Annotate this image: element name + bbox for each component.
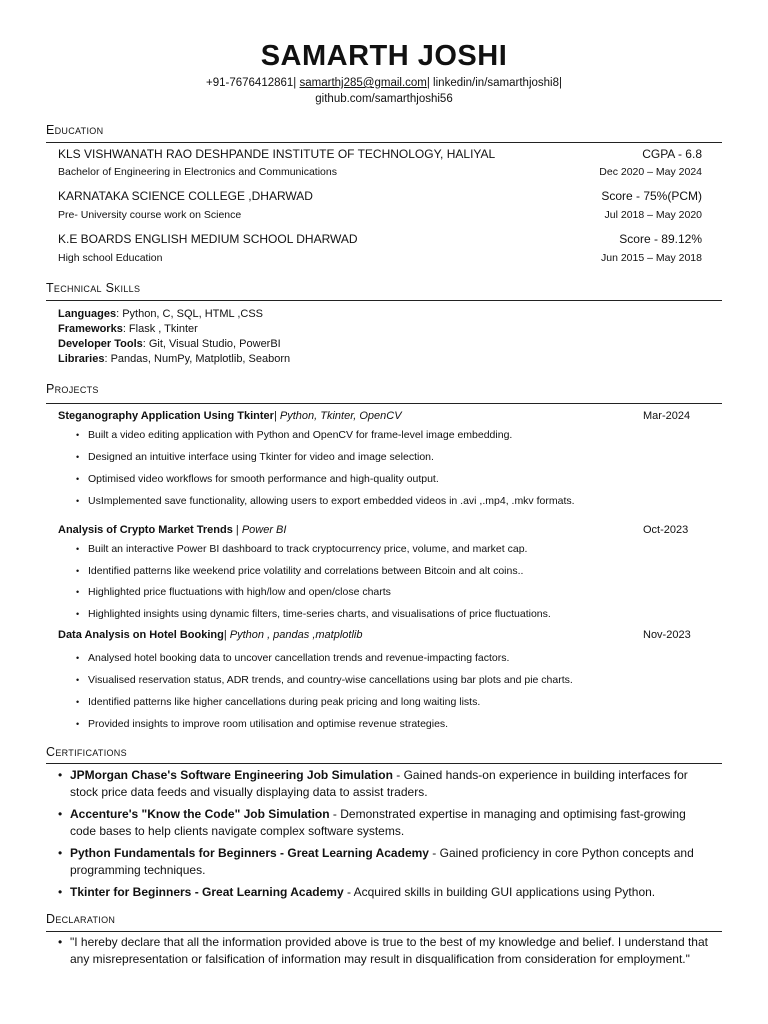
project-date: Nov-2023 xyxy=(643,629,691,641)
certification-desc: - Acquired skills in building GUI applications using Python. xyxy=(343,885,656,899)
skill-row xyxy=(58,353,290,365)
project-separator: | xyxy=(223,629,230,641)
email-link[interactable]: samarthj285@gmail.com xyxy=(299,77,427,89)
project-bullet xyxy=(76,696,480,708)
bullet-text: Provided insights to improve room utilisation and optimise revenue strategies. xyxy=(88,718,449,730)
project-date: Oct-2023 xyxy=(643,524,689,536)
section-divider xyxy=(46,300,722,301)
certification-name: Python Fundamentals for Beginners - Great Learning Academy xyxy=(70,846,429,860)
bullet-dot: • xyxy=(76,675,80,685)
school-name: KLS VISHWANATH RAO DESHPANDE INSTITUTE OF TECHNOLOGY, HALIYAL xyxy=(58,147,496,161)
bullet-dot: • xyxy=(76,587,80,597)
school-degree: High school Education xyxy=(58,252,163,264)
skill-value: : Git, Visual Studio, PowerBI xyxy=(142,338,281,350)
school-name: K.E BOARDS ENGLISH MEDIUM SCHOOL DHARWAD xyxy=(58,232,358,246)
certification-item xyxy=(58,884,708,901)
bullet-dot: • xyxy=(76,566,80,576)
section-divider xyxy=(46,142,722,143)
certification-item xyxy=(58,806,708,840)
certification-name: Tkinter for Beginners - Great Learning Academy xyxy=(70,885,344,899)
skill-label: Languages xyxy=(58,308,117,320)
project-bullet xyxy=(76,565,523,577)
project-separator: | xyxy=(273,410,280,422)
bullet-text: UsImplemented save functionality, allowing users to export embedded videos in .avi ,.mp4, .mkv formats. xyxy=(88,495,575,507)
certification-item xyxy=(58,767,708,801)
bullet-dot: • xyxy=(76,452,80,462)
section-title-education: Education xyxy=(46,123,104,137)
project-bullet xyxy=(76,451,434,463)
candidate-name: SAMARTH JOSHI xyxy=(260,40,508,72)
bullet-dot: • xyxy=(76,719,80,729)
bullet-dot: • xyxy=(76,697,80,707)
section-divider xyxy=(46,763,722,764)
bullet-text: Optimised video workflows for smooth performance and high-quality output. xyxy=(88,473,439,485)
certification-desc: - Demonstrated expertise in managing and optimising fast-growing code bases to help clients navigate complex software systems. xyxy=(70,807,686,838)
school-score: Score - 75%(PCM) xyxy=(601,189,702,203)
skill-label: Frameworks xyxy=(58,323,123,335)
bullet-dot: • xyxy=(58,935,63,949)
project-bullet xyxy=(76,718,448,730)
bullet-dot: • xyxy=(76,653,80,663)
section-title-certifications: Certifications xyxy=(46,745,127,759)
project-bullet xyxy=(76,429,512,441)
skill-label: Libraries xyxy=(58,353,105,365)
linkedin-link[interactable]: | linkedin/in/samarthjoshi8| xyxy=(426,77,562,89)
section-title-declaration: Declaration xyxy=(46,912,116,926)
project-tech: Python, Tkinter, OpenCV xyxy=(279,410,402,422)
bullet-text: Highlighted price fluctuations with high/low and open/close charts xyxy=(88,586,391,598)
skill-value: : Pandas, NumPy, Matplotlib, Seaborn xyxy=(104,353,291,365)
phone-number: +91-7676412861| xyxy=(206,77,297,89)
project-header xyxy=(58,524,286,536)
bullet-text: Identified patterns like higher cancellations during peak pricing and long waiting lists. xyxy=(88,696,481,708)
section-divider xyxy=(46,403,722,404)
project-bullet xyxy=(76,608,551,620)
bullet-dot: • xyxy=(76,474,80,484)
project-bullet xyxy=(76,473,439,485)
school-degree: Bachelor of Engineering in Electronics and Communications xyxy=(58,166,337,178)
bullet-dot: • xyxy=(76,609,80,619)
section-divider xyxy=(46,931,722,932)
section-title-projects: Projects xyxy=(46,382,99,396)
project-date: Mar-2024 xyxy=(643,410,691,422)
github-link[interactable]: github.com/samarthjoshi56 xyxy=(315,93,453,105)
bullet-text: Highlighted insights using dynamic filters, time-series charts, and visualisations of price fluctuations. xyxy=(88,608,551,620)
project-tech: Python , pandas ,matplotlib xyxy=(229,629,363,641)
project-bullet xyxy=(76,652,509,664)
school-name: KARNATAKA SCIENCE COLLEGE ,DHARWAD xyxy=(58,189,313,203)
school-dates: Dec 2020 – May 2024 xyxy=(599,166,702,178)
bullet-text: Identified patterns like weekend price volatility and correlations between Bitcoin and alt coins.. xyxy=(88,565,524,577)
project-separator: | xyxy=(232,524,242,536)
declaration-item xyxy=(58,934,708,968)
bullet-text: Analysed hotel booking data to uncover cancellation trends and revenue-impacting factors. xyxy=(88,652,510,664)
bullet-dot: • xyxy=(76,496,80,506)
certification-desc: - Gained hands-on experience in building interfaces for stock price data feeds and visually displaying data to assist traders. xyxy=(70,768,688,799)
skill-row xyxy=(58,308,263,320)
bullet-text: Designed an intuitive interface using Tkinter for video and image selection. xyxy=(88,451,434,463)
certification-name: JPMorgan Chase's Software Engineering Job Simulation xyxy=(70,768,393,782)
project-bullet xyxy=(76,586,391,598)
school-degree: Pre- University course work on Science xyxy=(58,209,242,221)
bullet-dot: • xyxy=(58,768,63,782)
certification-name: Accenture's "Know the Code" Job Simulation xyxy=(70,807,330,821)
bullet-text: Visualised reservation status, ADR trends, and country-wise cancellations using bar plots and pie charts. xyxy=(88,674,573,686)
bullet-text: Built an interactive Power BI dashboard to track cryptocurrency price, volume, and market cap. xyxy=(88,543,528,555)
project-bullet xyxy=(76,674,573,686)
bullet-dot: • xyxy=(76,430,80,440)
project-header xyxy=(58,629,362,641)
skill-value: : Flask , Tkinter xyxy=(122,323,198,335)
section-title-skills: Technical Skills xyxy=(46,281,141,295)
certification-item xyxy=(58,845,708,879)
project-title: Steganography Application Using Tkinter xyxy=(58,410,274,422)
bullet-dot: • xyxy=(58,846,63,860)
skill-label: Developer Tools xyxy=(58,338,143,350)
skill-value: : Python, C, SQL, HTML ,CSS xyxy=(116,308,263,320)
declaration-text: "I hereby declare that all the information provided above is true to the best of my knowledge and belief. I understand that any misrepresentation or falsification of information may result in disqualification from consideration for employment." xyxy=(70,935,708,966)
school-score: CGPA - 6.8 xyxy=(642,147,702,161)
project-tech: Power BI xyxy=(241,524,287,536)
contact-line xyxy=(0,77,768,89)
project-bullet xyxy=(76,543,527,555)
school-score: Score - 89.12% xyxy=(619,232,702,246)
skill-row xyxy=(58,323,198,335)
project-title: Analysis of Crypto Market Trends xyxy=(58,524,233,536)
bullet-text: Built a video editing application with Python and OpenCV for frame-level image embedding. xyxy=(88,429,513,441)
project-title: Data Analysis on Hotel Booking xyxy=(58,629,224,641)
bullet-dot: • xyxy=(58,807,63,821)
project-bullet xyxy=(76,495,575,507)
certification-desc: - Gained proficiency in core Python concepts and programming techniques. xyxy=(70,846,694,877)
school-dates: Jul 2018 – May 2020 xyxy=(604,209,702,221)
skill-row xyxy=(58,338,281,350)
school-dates: Jun 2015 – May 2018 xyxy=(601,252,702,264)
project-header xyxy=(58,410,402,422)
bullet-dot: • xyxy=(76,544,80,554)
bullet-dot: • xyxy=(58,885,63,899)
